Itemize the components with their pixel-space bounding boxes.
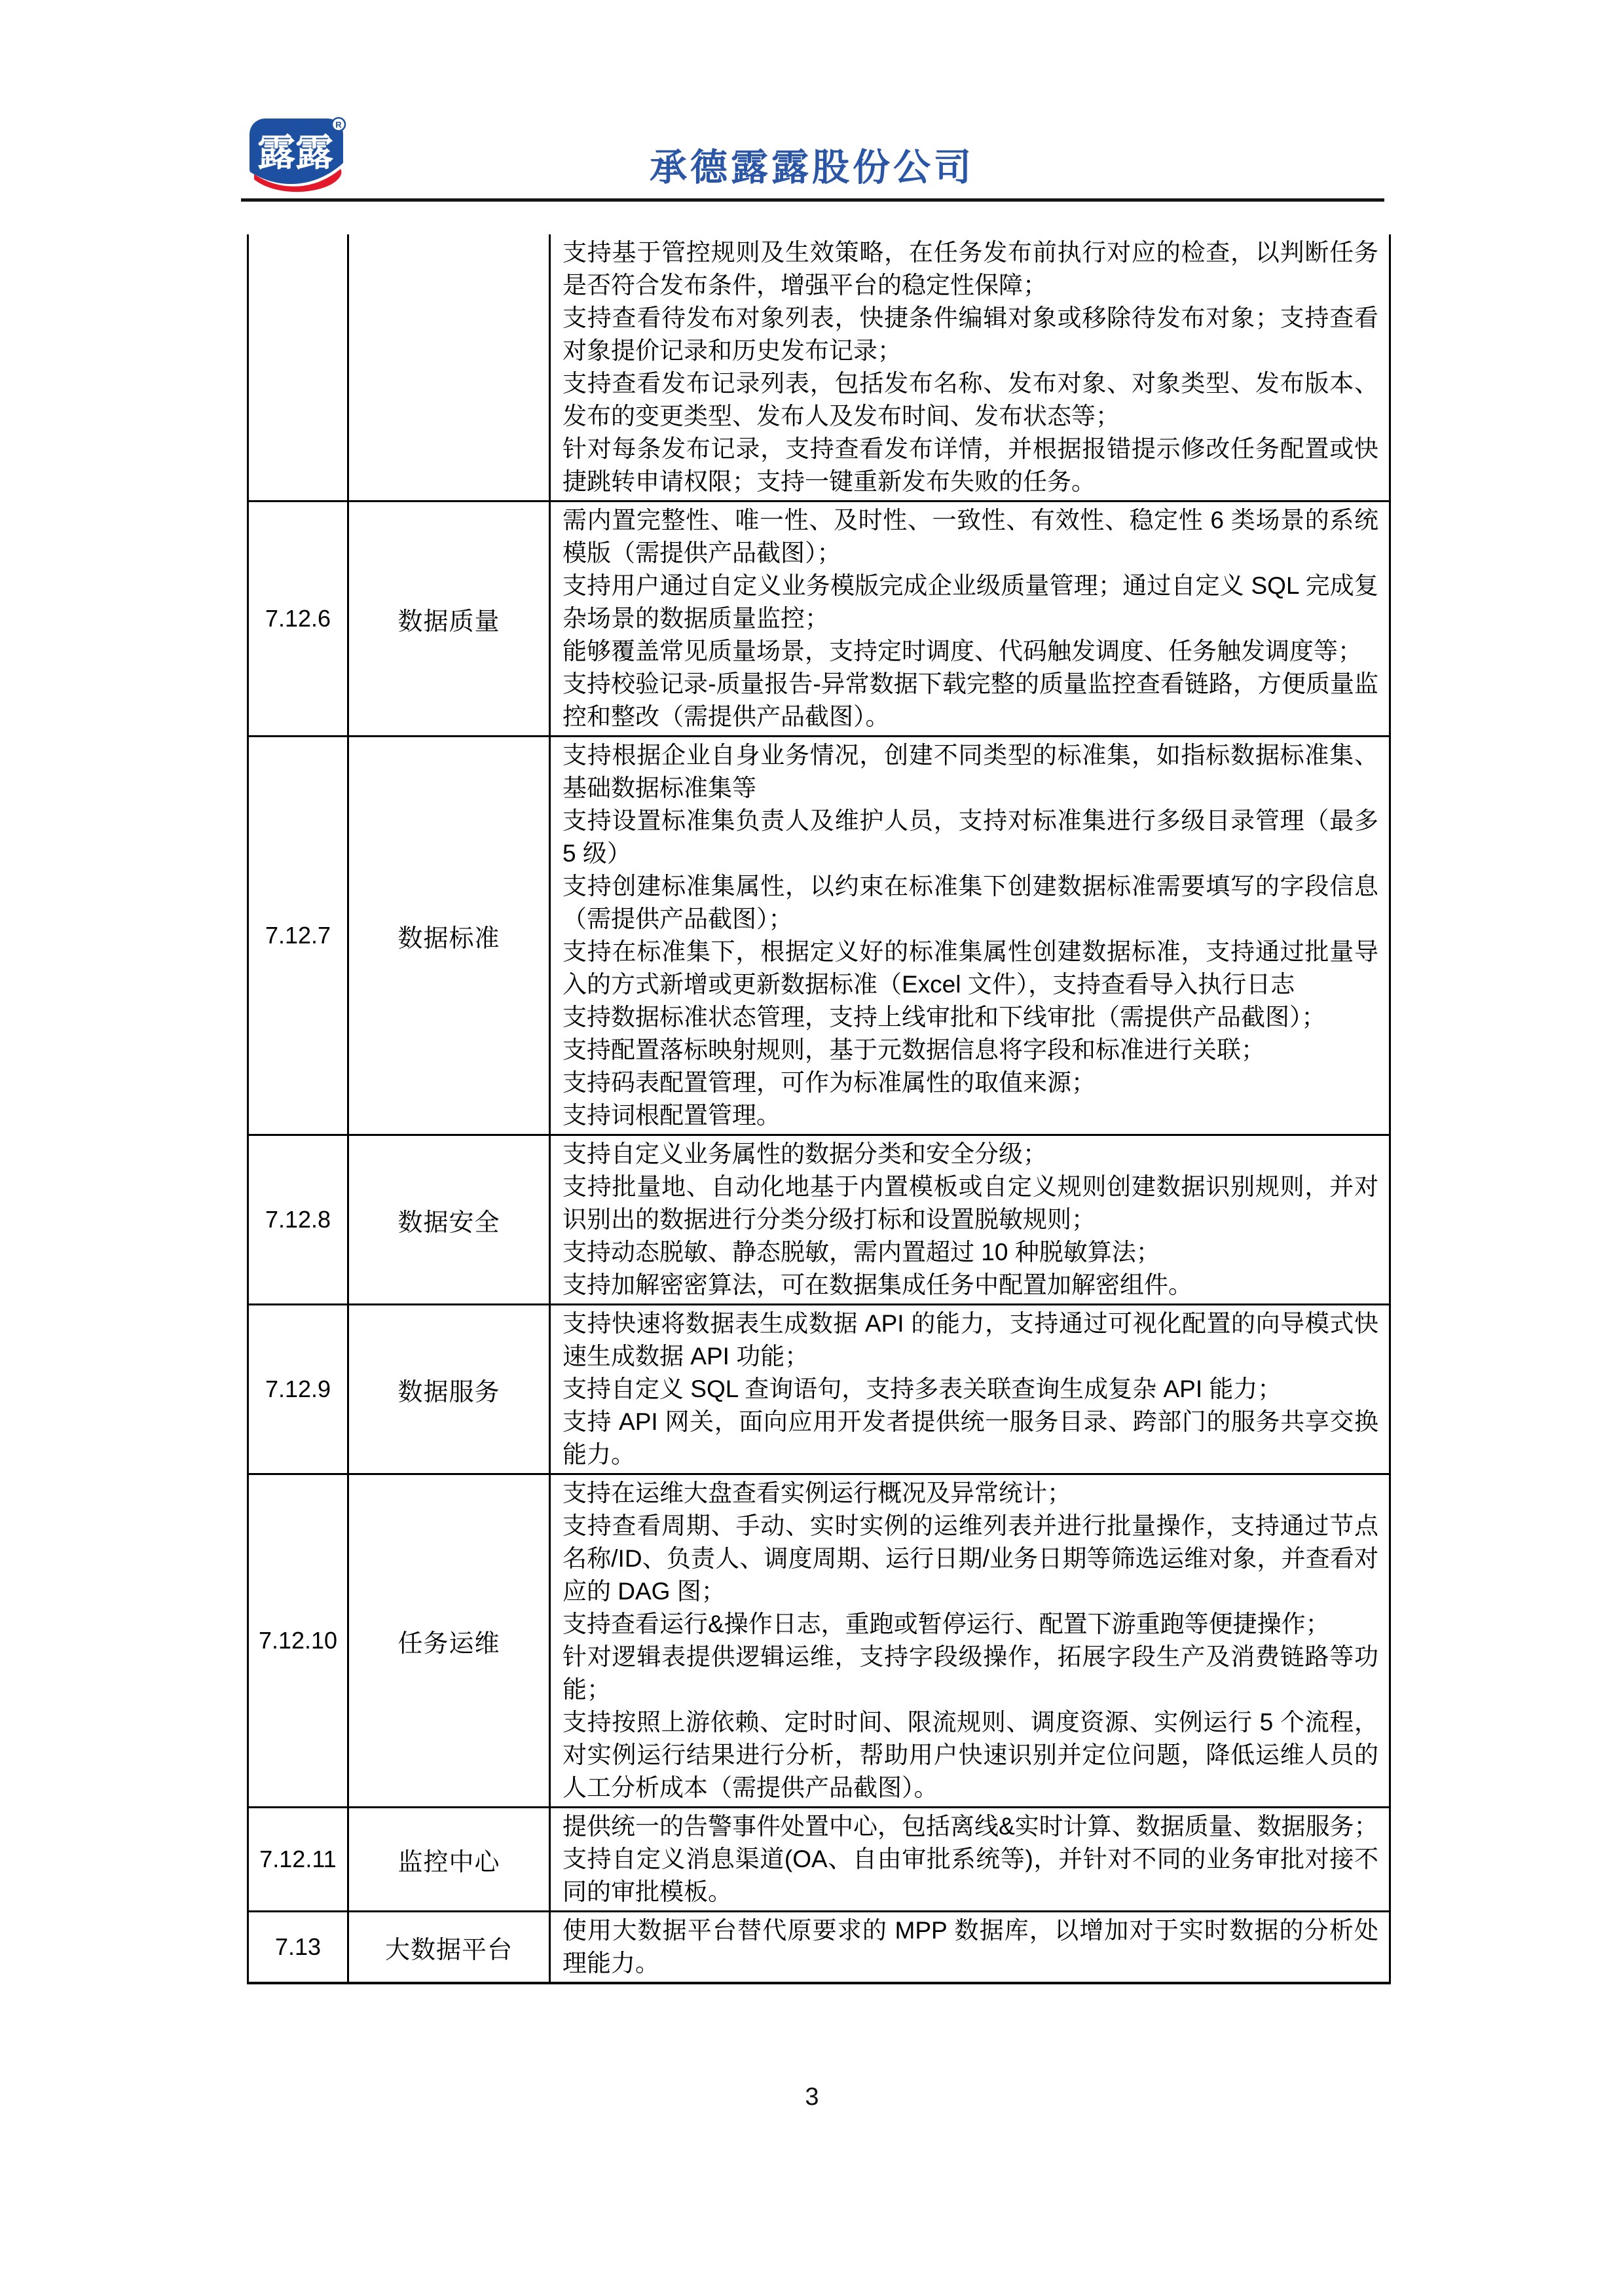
table-row	[248, 1305, 1390, 1474]
svg-text:R: R	[335, 120, 342, 130]
logo-text: 露露	[257, 132, 334, 174]
requirement-paragraph: 支持创建标准集属性，以约束在标准集下创建数据标准需要填写的字段信息（需提供产品截图）；	[563, 873, 1378, 932]
requirement-paragraph: 支持基于管控规则及生效策略，在任务发布前执行对应的检查，以判断任务是否符合发布条件，增强平台的稳定性保障；	[563, 239, 1378, 299]
requirement-paragraph: 支持自定义 SQL 查询语句，支持多表关联查询生成复杂 API 能力；	[563, 1376, 1282, 1402]
requirement-paragraph: 支持设置标准集负责人及维护人员，支持对标准集进行多级目录管理（最多 5 级）	[563, 807, 1378, 867]
row-category-cell: 数据质量	[348, 501, 550, 737]
requirement-paragraph: 支持加解密密算法，可在数据集成任务中配置加解密组件。	[563, 1271, 1192, 1298]
requirement-paragraph: 支持查看周期、手动、实时实例的运维列表并进行批量操作，支持通过节点名称/ID、负责人、调度周期、运行日期/业务日期等筛选运维对象，并查看对应的 DAG 图；	[563, 1512, 1378, 1605]
requirement-paragraph: 支持批量地、自动化地基于内置模板或自定义规则创建数据识别规则，并对识别出的数据进行分类分级打标和设置脱敏规则；	[563, 1173, 1378, 1233]
requirement-paragraph: 能够覆盖常见质量场景，支持定时调度、代码触发调度、任务触发调度等；	[563, 638, 1362, 665]
row-category-cell: 数据标准	[348, 737, 550, 1135]
requirement-paragraph: 支持根据企业自身业务情况，创建不同类型的标准集，如指标数据标准集、基础数据标准集等	[563, 742, 1378, 801]
requirement-paragraph: 针对每条发布记录，支持查看发布详情，并根据报错提示修改任务配置或快捷跳转申请权限；支持一键重新发布失败的任务。	[563, 435, 1378, 495]
requirement-paragraph: 支持码表配置管理，可作为标准属性的取值来源；	[563, 1069, 1096, 1096]
row-id-cell: 7.13	[248, 1912, 348, 1984]
table-row	[248, 234, 1390, 501]
row-description-cell	[550, 1305, 1390, 1474]
company-name: 承德露露股份公司	[650, 147, 974, 189]
table-row	[248, 1474, 1390, 1808]
requirements-table	[247, 234, 1391, 1984]
requirement-paragraph: 支持用户通过自定义业务模版完成企业级质量管理；通过自定义 SQL 完成复杂场景的数据质量监控；	[563, 572, 1378, 632]
requirement-paragraph: 需内置完整性、唯一性、及时性、一致性、有效性、稳定性 6 类场景的系统模版（需提供产品截图）；	[563, 507, 1378, 566]
row-category-cell: 监控中心	[348, 1808, 550, 1912]
table-row	[248, 1808, 1390, 1912]
row-category-cell: 数据安全	[348, 1135, 550, 1305]
header-rule	[241, 198, 1384, 202]
requirement-paragraph: 支持动态脱敏、静态脱敏，需内置超过 10 种脱敏算法；	[563, 1239, 1160, 1266]
requirement-paragraph: 支持数据标准状态管理，支持上线审批和下线审批（需提供产品截图）；	[563, 1004, 1326, 1030]
row-id-cell: 7.12.10	[248, 1474, 348, 1808]
requirement-paragraph: 使用大数据平台替代原要求的 MPP 数据库，以增加对于实时数据的分析处理能力。	[563, 1917, 1378, 1977]
requirement-paragraph: 支持自定义业务属性的数据分类和安全分级；	[563, 1140, 1047, 1167]
page-number: 3	[805, 2083, 819, 2111]
table-row	[248, 1912, 1390, 1984]
row-description-cell	[550, 737, 1390, 1135]
table-row	[248, 1135, 1390, 1305]
table-row	[248, 501, 1390, 737]
row-description-cell	[550, 1808, 1390, 1912]
requirement-paragraph: 支持查看发布记录列表，包括发布名称、发布对象、对象类型、发布版本、发布的变更类型、发布人及发布时间、发布状态等；	[563, 370, 1378, 429]
requirement-paragraph: 支持查看待发布对象列表，快捷条件编辑对象或移除待发布对象；支持查看对象提价记录和历史发布记录；	[563, 304, 1378, 364]
requirement-paragraph: 支持 API 网关，面向应用开发者提供统一服务目录、跨部门的服务共享交换能力。	[563, 1408, 1378, 1468]
requirement-paragraph: 支持词根配置管理。	[563, 1102, 781, 1129]
row-id-cell: 7.12.6	[248, 501, 348, 737]
requirements-table-body	[248, 234, 1390, 1983]
table-row	[248, 737, 1390, 1135]
row-category-cell: 数据服务	[348, 1305, 550, 1474]
requirement-paragraph: 支持按照上游依赖、定时时间、限流规则、调度资源、实例运行 5 个流程，对实例运行结果进行分析，帮助用户快速识别并定位问题，降低运维人员的人工分析成本（需提供产品截图）。	[563, 1709, 1378, 1801]
requirement-paragraph: 提供统一的告警事件处置中心，包括离线&实时计算、数据质量、数据服务；	[563, 1813, 1378, 1840]
requirement-paragraph: 支持在运维大盘查看实例运行概况及异常统计；	[563, 1480, 1071, 1506]
row-category-cell	[348, 234, 550, 501]
requirement-paragraph: 支持查看运行&操作日志，重跑或暂停运行、配置下游重跑等便捷操作；	[563, 1611, 1330, 1637]
row-id-cell: 7.12.7	[248, 737, 348, 1135]
requirement-paragraph: 针对逻辑表提供逻辑运维，支持字段级操作，拓展字段生产及消费链路等功能；	[563, 1643, 1378, 1703]
requirement-paragraph: 支持在标准集下，根据定义好的标准集属性创建数据标准，支持通过批量导入的方式新增或更新数据标准（Excel 文件），支持查看导入执行日志	[563, 938, 1378, 998]
row-category-cell: 任务运维	[348, 1474, 550, 1808]
row-description-cell	[550, 1912, 1390, 1984]
requirement-paragraph: 支持快速将数据表生成数据 API 的能力，支持通过可视化配置的向导模式快速生成数据 API 功能；	[563, 1310, 1378, 1370]
requirement-paragraph: 支持配置落标映射规则，基于元数据信息将字段和标准进行关联；	[563, 1036, 1265, 1063]
requirement-paragraph: 支持自定义消息渠道(OA、自由审批系统等)，并针对不同的业务审批对接不同的审批模板。	[563, 1846, 1378, 1905]
row-description-cell	[550, 1135, 1390, 1305]
row-description-cell	[550, 234, 1390, 501]
row-id-cell	[248, 234, 348, 501]
row-id-cell: 7.12.8	[248, 1135, 348, 1305]
row-description-cell	[550, 501, 1390, 737]
row-id-cell: 7.12.9	[248, 1305, 348, 1474]
row-id-cell: 7.12.11	[248, 1808, 348, 1912]
row-description-cell	[550, 1474, 1390, 1808]
requirement-paragraph: 支持校验记录-质量报告-异常数据下载完整的质量监控查看链路，方便质量监控和整改（需提供产品截图）。	[563, 670, 1378, 730]
row-category-cell: 大数据平台	[348, 1912, 550, 1984]
